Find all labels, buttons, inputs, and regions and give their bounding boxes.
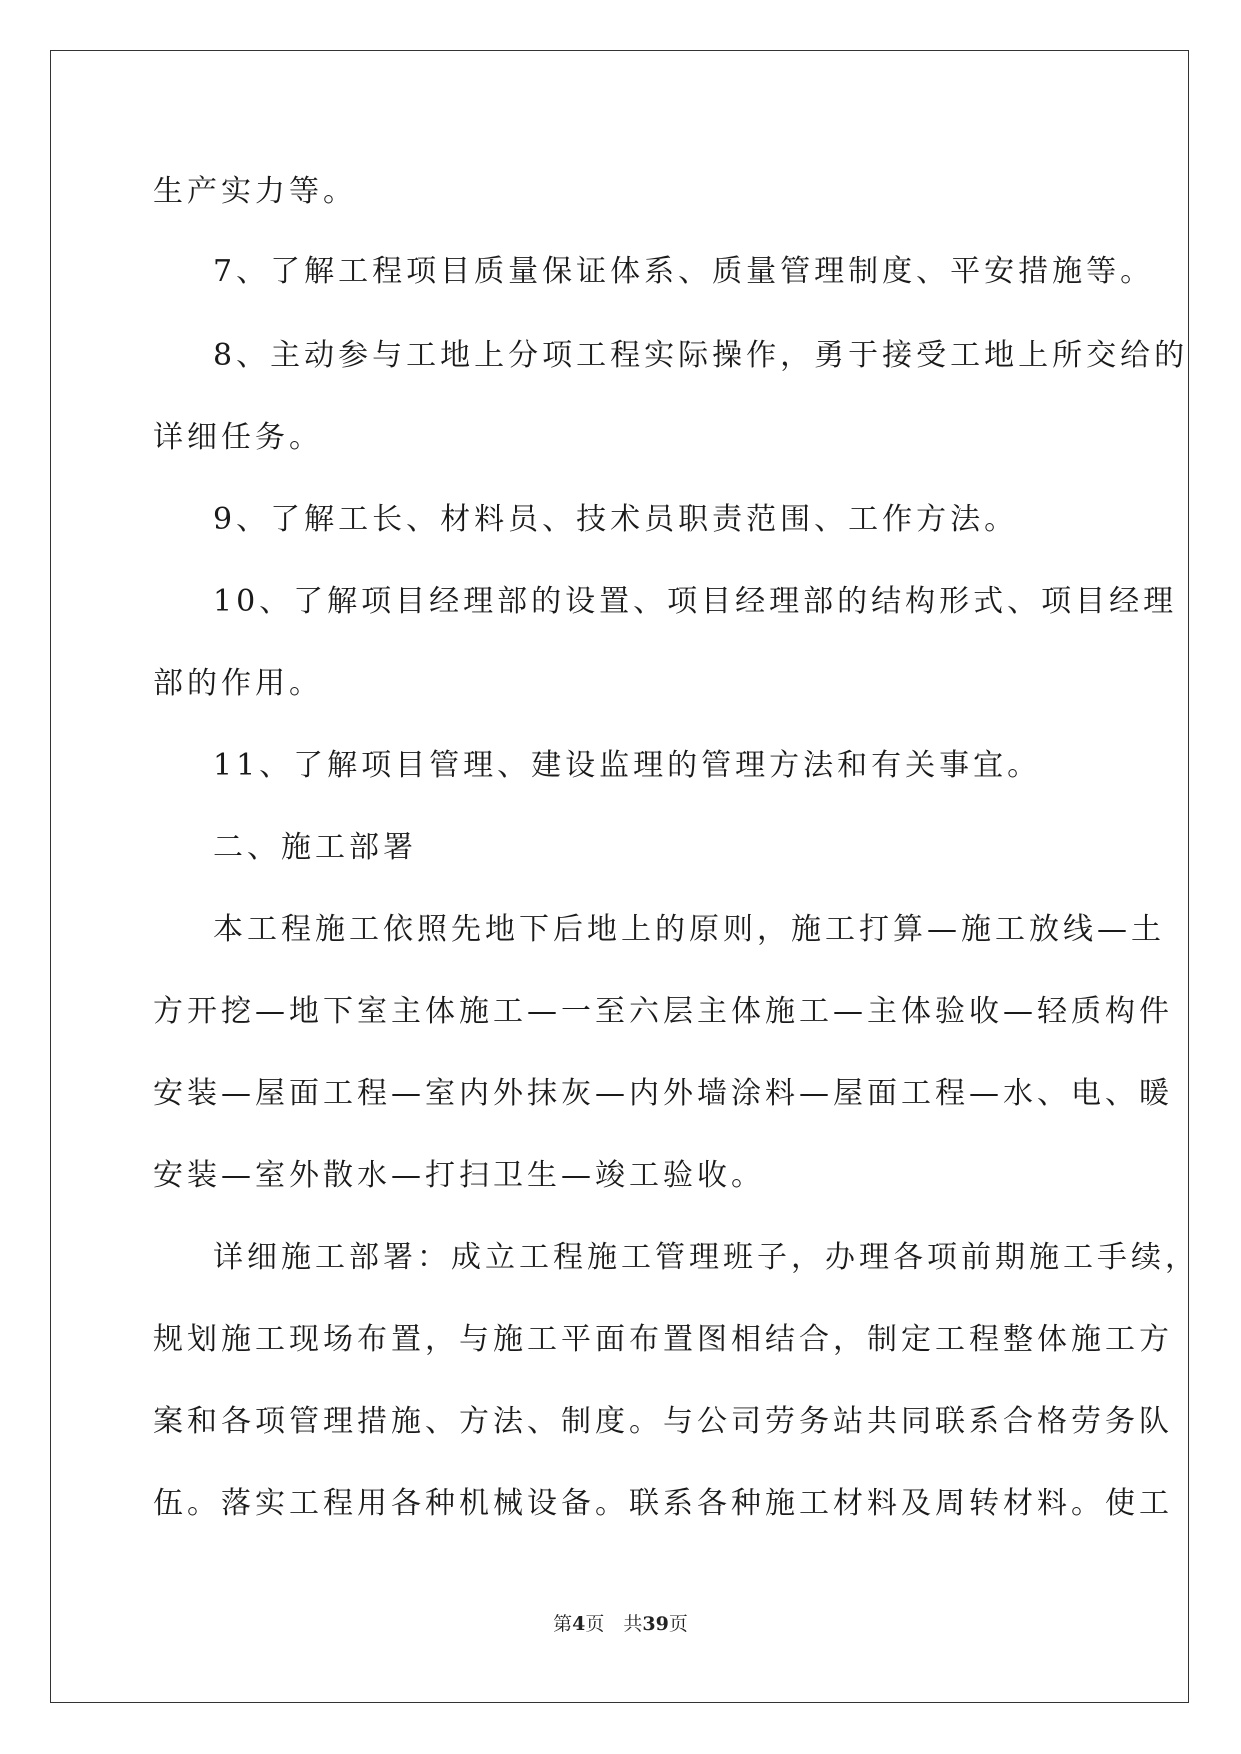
- text-line: 8、主动参与工地上分项工程实际操作，勇于接受工地上所交给的: [213, 338, 1189, 373]
- total-pages: 39: [642, 1613, 669, 1635]
- text-line: 详细施工部署：成立工程施工管理班子，办理各项前期施工手续，: [213, 1240, 1199, 1275]
- text-line: 生产实力等。: [153, 174, 357, 209]
- text-line: 部的作用。: [153, 666, 323, 701]
- text-line: 详细任务。: [153, 420, 323, 455]
- text-line: 安装—室外散水—打扫卫生—竣工验收。: [153, 1158, 765, 1193]
- text-line: 本工程施工依照先地下后地上的原则，施工打算—施工放线—土: [213, 912, 1165, 947]
- footer-mid: 页 共: [585, 1613, 643, 1635]
- text-line: 伍。落实工程用各种机械设备。联系各种施工材料及周转材料。使工: [153, 1486, 1173, 1521]
- text-line: 案和各项管理措施、方法、制度。与公司劳务站共同联系合格劳务队: [153, 1404, 1173, 1439]
- footer-prefix: 第: [553, 1613, 573, 1635]
- text-line: 安装—屋面工程—室内外抹灰—内外墙涂料—屋面工程—水、电、暖: [153, 1076, 1173, 1111]
- text-line: 11、了解项目管理、建设监理的管理方法和有关事宜。: [213, 748, 1042, 783]
- section-heading: 二、施工部署: [213, 830, 417, 865]
- text-line: 9、了解工长、材料员、技术员职责范围、工作方法。: [213, 502, 1019, 537]
- page-footer: [0, 1612, 1241, 1636]
- text-line: 10、了解项目经理部的设置、项目经理部的结构形式、项目经理: [213, 584, 1178, 619]
- page-number: 4: [572, 1613, 586, 1635]
- text-line: 规划施工现场布置，与施工平面布置图相结合，制定工程整体施工方: [153, 1322, 1173, 1357]
- footer-suffix: 页: [668, 1613, 688, 1635]
- page-border: [50, 50, 1189, 1703]
- text-line: 方开挖—地下室主体施工—一至六层主体施工—主体验收—轻质构件: [153, 994, 1173, 1029]
- text-line: 7、了解工程项目质量保证体系、质量管理制度、平安措施等。: [213, 254, 1155, 289]
